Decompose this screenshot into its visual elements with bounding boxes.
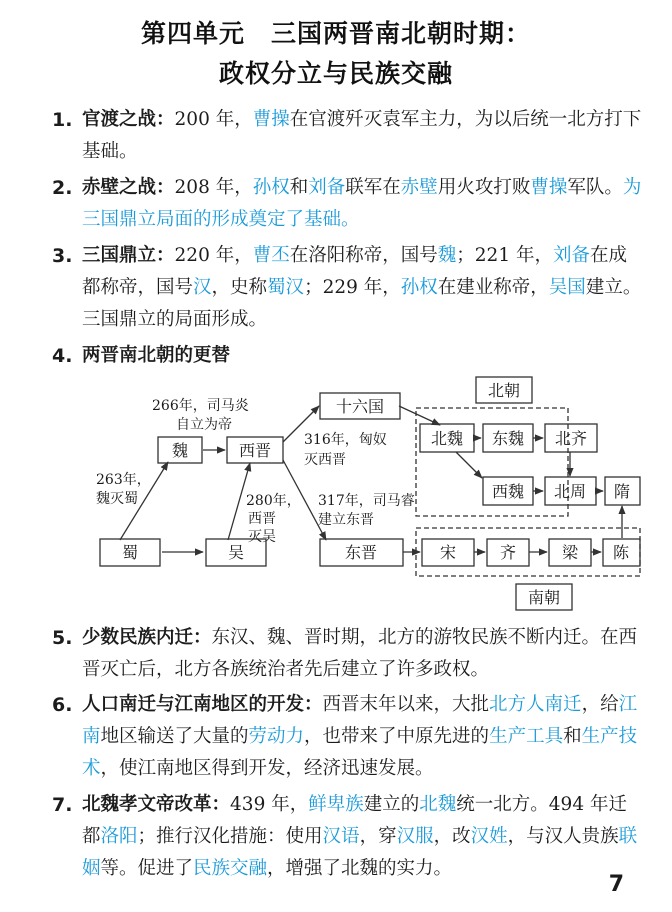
note-280-line2: 西晋 — [248, 511, 276, 527]
key-term: 北方人南迁 — [489, 694, 582, 715]
node-liang: 梁 — [561, 543, 579, 562]
item-text: ，史称 — [211, 277, 268, 298]
key-term: 生产工具 — [489, 726, 564, 747]
item-text: 地区输送了大量的 — [100, 726, 249, 747]
key-term: 汉 — [193, 277, 212, 298]
item-text: ，增强了北魏的实力。 — [267, 858, 453, 879]
item-heading: 北魏孝文帝改革 — [82, 794, 212, 815]
key-term: 曹操 — [252, 109, 290, 130]
item-text: 和 — [289, 177, 309, 198]
key-term: 吴国 — [548, 277, 586, 298]
key-term: 鲜卑族 — [308, 794, 364, 815]
item-text: 等。促进了 — [100, 858, 194, 879]
node-qi: 齐 — [499, 543, 517, 562]
note-317-line1: 317年，司马睿 — [318, 493, 415, 509]
note-316-line1: 316年，匈奴 — [304, 432, 387, 448]
note-280-line1: 280年， — [246, 493, 301, 509]
item-number: 4. — [52, 345, 73, 367]
item-text: ，也带来了中原先进的 — [304, 726, 490, 747]
item-text: ，与汉人贵族 — [507, 826, 619, 847]
item-3: 3. 三国鼎立：220 年，曹丕在洛阳称帝，国号魏；221 年，刘备在成都称帝，国号汉，史称蜀汉；229 年，孙权在建业称帝，吴国建立。三国鼎立的局面形成。 — [82, 240, 642, 336]
item-2: 2. 赤壁之战：208 年，孙权和刘备联军在赤壁用火攻打败曹操军队。为三国鼎立局面的形成奠定了基础。 — [82, 172, 642, 236]
item-heading: 三国鼎立 — [82, 245, 157, 266]
key-term: 刘备 — [552, 245, 590, 266]
key-term: 汉语 — [322, 826, 360, 847]
key-term: 魏 — [437, 245, 457, 266]
note-317-line2: 建立东晋 — [318, 512, 374, 528]
item-text: ，使江南地区得到开发，经济迅速发展。 — [100, 758, 434, 779]
key-term: 曹丕 — [252, 245, 290, 266]
item-text: 军队。 — [567, 177, 623, 198]
key-term: 孙权 — [400, 277, 438, 298]
node-beizhou: 北周 — [553, 482, 587, 501]
item-text: 东汉、魏、晋时期，北方的游牧民族不断内迁。在西晋灭亡后，北方各族统治者先后建立了许多政权。 — [82, 627, 638, 680]
item-text: 439 年， — [230, 794, 309, 815]
key-term: 蜀汉 — [267, 277, 305, 298]
key-term: 洛阳 — [100, 826, 138, 847]
item-text: ，穿 — [359, 826, 397, 847]
note-316-line2: 灭西晋 — [304, 452, 346, 468]
item-text: 在官渡歼灭袁军主力，为以后统一北方打下基础。 — [82, 109, 642, 162]
item-text: ，改 — [433, 826, 471, 847]
item-number: 1. — [52, 109, 73, 131]
item-text: ；推行汉化措施：使用 — [137, 826, 323, 847]
item-number: 5. — [52, 627, 73, 649]
item-4 — [52, 340, 642, 372]
item-text: 建立的 — [363, 794, 420, 815]
item-text: 在洛阳称帝，国号 — [289, 245, 438, 266]
node-chen: 陈 — [612, 543, 630, 562]
note-266-line1: 266年，司马炎 — [152, 398, 249, 414]
item-text: 220 年， — [174, 245, 253, 266]
item-number: 6. — [52, 694, 73, 716]
item-number: 7. — [52, 794, 73, 816]
node-shiliuguo: 十六国 — [335, 397, 385, 416]
node-xijin: 西晋 — [238, 441, 272, 460]
item-text: 建立。三国鼎立的局面形成。 — [82, 277, 642, 330]
item-7: 7. 北魏孝文帝改革：439 年，鲜卑族建立的北魏统一北方。494 年迁都洛阳；推行汉化措施：使用汉语，穿汉服，改汉姓，与汉人贵族联姻等。促进了民族交融，增强了北魏的实力。 — [82, 789, 642, 885]
key-term: 孙权 — [252, 177, 290, 198]
unit-title — [0, 14, 672, 50]
item-text: 在建业称帝， — [437, 277, 549, 298]
item-1: 1. 官渡之战：200 年，曹操在官渡歼灭袁军主力，为以后统一北方打下基础。 — [82, 104, 642, 168]
unit-title-text: 三国两晋南北朝时期： — [271, 19, 532, 48]
item-number: 3. — [52, 245, 73, 267]
note-263-line2: 魏灭蜀 — [96, 491, 138, 507]
item-5: 5. 少数民族内迁：东汉、魏、晋时期，北方的游牧民族不断内迁。在西晋灭亡后，北方各族统治者先后建立了许多政权。 — [82, 622, 642, 686]
item-text: ；229 年， — [304, 277, 401, 298]
key-term: 劳动力 — [248, 726, 305, 747]
node-xiwei: 西魏 — [491, 482, 525, 501]
north-dynasties-label: 北朝 — [487, 381, 521, 400]
edge-beiwei-xiwei — [456, 452, 482, 478]
node-wu: 吴 — [227, 543, 245, 562]
key-term: 曹操 — [530, 177, 568, 198]
key-term: 生产技术 — [82, 726, 638, 779]
south-dynasties-label: 南朝 — [527, 588, 561, 607]
key-term: 汉姓 — [470, 826, 508, 847]
key-term: 汉服 — [396, 826, 434, 847]
unit-label: 第四单元 — [140, 19, 245, 48]
key-term: 江南 — [82, 694, 638, 747]
item-number: 2. — [52, 177, 73, 199]
item-heading: 少数民族内迁 — [82, 627, 194, 648]
item-text: 用火攻打败 — [437, 177, 531, 198]
item-text: 和 — [563, 726, 582, 747]
key-term: 为三国鼎立局面的形成奠定了基础。 — [82, 177, 642, 230]
node-beiwei: 北魏 — [430, 429, 464, 448]
key-term: 刘备 — [308, 177, 346, 198]
node-wei: 魏 — [171, 441, 189, 460]
node-beiqi: 北齐 — [554, 429, 588, 448]
key-term: 联姻 — [82, 826, 638, 879]
item-heading: 两晋南北朝的更替 — [82, 345, 231, 366]
item-text: ，给 — [581, 694, 619, 715]
note-263-line1: 263年， — [96, 472, 151, 488]
node-dongjin: 东晋 — [344, 543, 378, 562]
dynasty-succession-diagram — [0, 372, 672, 612]
key-term: 北魏 — [419, 794, 457, 815]
note-280-line3: 灭吴 — [248, 529, 276, 545]
edge-shiliuguo-beiwei — [399, 406, 440, 425]
item-text: 在成都称帝，国号 — [82, 245, 628, 298]
item-text: ；221 年， — [456, 245, 553, 266]
item-text: 联军在 — [345, 177, 401, 198]
node-dongwei: 东魏 — [491, 429, 525, 448]
item-text: 统一北方。494 年迁都 — [82, 794, 627, 847]
note-266-line2: 自立为帝 — [176, 417, 232, 433]
item-text: 200 年， — [174, 109, 253, 130]
node-song: 宋 — [439, 543, 457, 562]
unit-subtitle: 政权分立与民族交融 — [218, 59, 453, 88]
node-shu: 蜀 — [121, 543, 139, 562]
node-sui: 隋 — [613, 482, 631, 501]
item-heading: 赤壁之战 — [82, 177, 157, 198]
item-heading: 官渡之战 — [82, 109, 157, 130]
item-text: 208 年， — [174, 177, 253, 198]
key-term: 民族交融 — [193, 858, 268, 879]
item-6: 6. 人口南迁与江南地区的开发：西晋末年以来，大批北方人南迁，给江南地区输送了大量的劳动力，也带来了中原先进的生产工具和生产技术，使江南地区得到开发，经济迅速发展。 — [82, 689, 642, 785]
key-term: 赤壁 — [400, 177, 438, 198]
page-number: 7 — [608, 872, 624, 897]
item-text: 西晋末年以来，大批 — [322, 694, 490, 715]
item-heading: 人口南迁与江南地区的开发 — [82, 694, 305, 715]
